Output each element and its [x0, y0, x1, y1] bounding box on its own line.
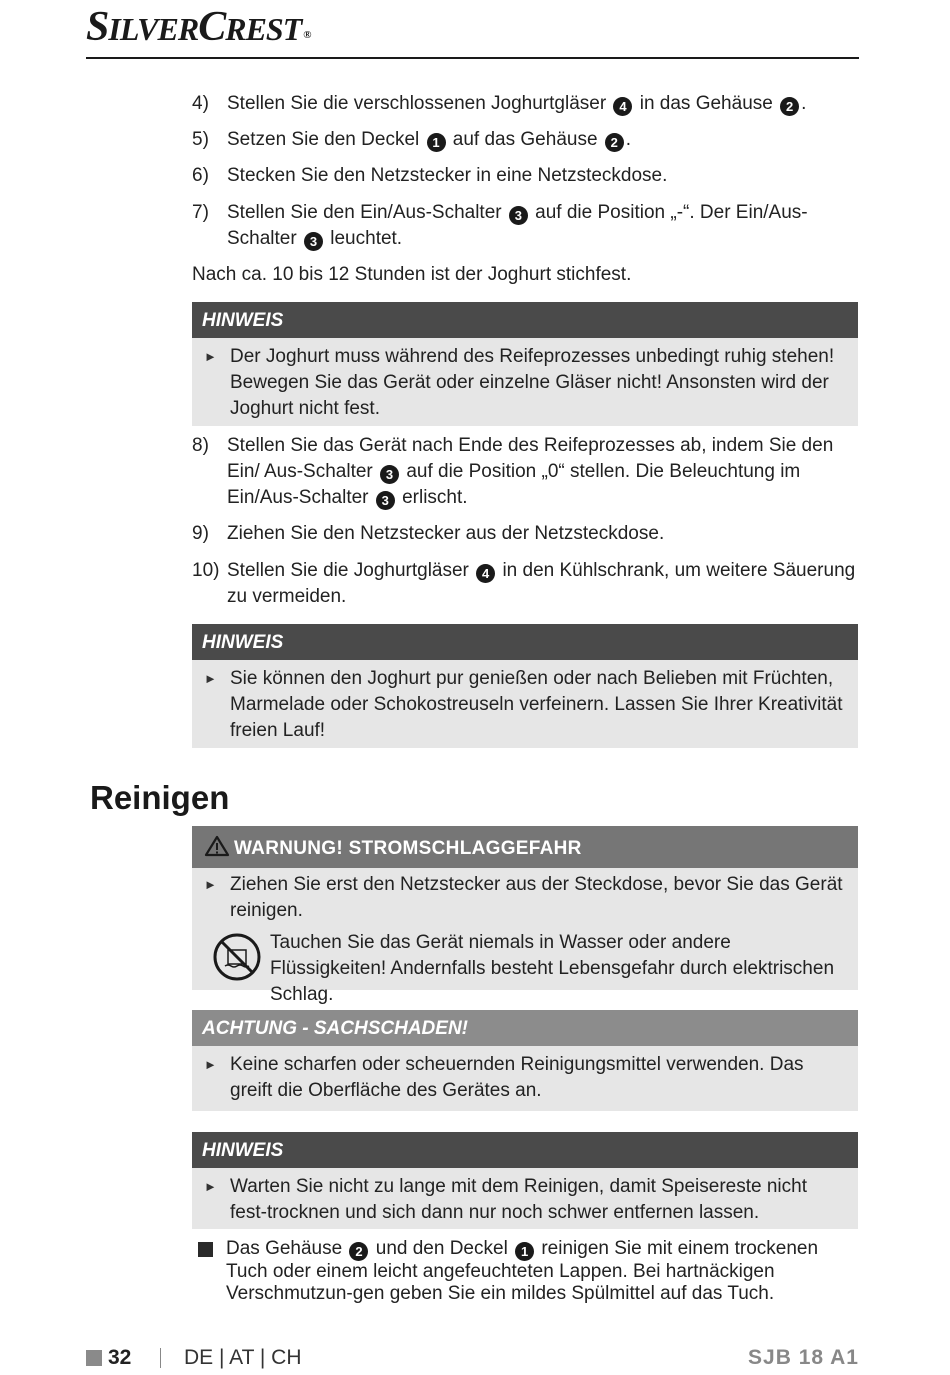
callout-2: 2 [780, 97, 799, 116]
section-title: Reinigen [90, 779, 230, 816]
warning-triangle-icon [204, 835, 230, 857]
note-box-3 [192, 1132, 858, 1229]
callout-2: 2 [605, 133, 624, 152]
caution-item: ► Keine scharfen oder scheuernden Reinigungsmittel verwenden. Das greift die Oberfläche des Gerätes an. [204, 1054, 804, 1101]
warning-immersion-item: Tauchen Sie das Gerät niemals in Wasser oder andere Flüssigkeiten! Andernfalls besteht Lebensgefahr durch elektrischen Schlag. [204, 930, 846, 1008]
note-item: ► Der Joghurt muss während des Reifeprozesses unbedingt ruhig stehen! Bewegen Sie das Gerät oder einzelne Gläser nicht! Ansonsten wird der Joghurt nicht fest. [204, 346, 835, 419]
caution-title: ACHTUNG - SACHSCHADEN! [192, 1010, 858, 1046]
caution-box [192, 1010, 858, 1111]
no-water-immersion-icon [212, 932, 262, 982]
callout-3: 3 [304, 232, 323, 251]
page-square-icon [86, 1350, 102, 1366]
arrow-bullet-icon: ► [204, 1057, 217, 1072]
callout-3: 3 [509, 206, 528, 225]
footer-divider [160, 1348, 161, 1368]
note-item: ► Sie können den Joghurt pur genießen oder nach Belieben mit Früchten, Marmelade oder Schokostreuseln verfeinern. Lassen Sie Ihrer Kreativität freien Lauf! [204, 668, 843, 741]
callout-3: 3 [376, 491, 395, 510]
model-number: SJB 18 A1 [748, 1346, 859, 1369]
callout-1: 1 [427, 133, 446, 152]
arrow-bullet-icon: ► [204, 877, 217, 892]
step-9: 9) Ziehen Sie den Netzstecker aus der Netzsteckdose. [192, 523, 665, 544]
warning-title: WARNUNG! STROMSCHLAGGEFAHR [192, 826, 858, 868]
cleaning-instruction: Das Gehäuse 2 und den Deckel 1 reinigen Sie mit einem trockenen Tuch oder einem leicht angefeuchteten Lappen. Bei hartnäckigen Verschmutzun-gen geben Sie ein mildes Spülmittel auf das Tuch. [198, 1238, 858, 1305]
callout-4: 4 [613, 97, 632, 116]
brand-logo: SILVERCREST ® [86, 4, 311, 50]
step-4: 4) Stellen Sie die verschlossenen Joghurtgläser 4 in das Gehäuse 2 . [192, 93, 807, 114]
arrow-bullet-icon: ► [204, 349, 217, 364]
header-rule [86, 57, 859, 59]
note-title: HINWEIS [192, 1132, 858, 1168]
page-footer [86, 1343, 859, 1373]
square-bullet-icon [198, 1242, 213, 1257]
result-text: Nach ca. 10 bis 12 Stunden ist der Joghurt stichfest. [192, 264, 632, 285]
arrow-bullet-icon: ► [204, 671, 217, 686]
language-codes: DE | AT | CH [184, 1346, 302, 1369]
warning-box [192, 826, 858, 1005]
note-title: HINWEIS [192, 302, 858, 338]
step-8: 8) Stellen Sie das Gerät nach Ende des Reifeprozesses ab, indem Sie den Ein/ Aus-Schalter 3 auf die Position „0“ stellen. Die Beleuchtung im Ein/Aus-Schalter 3 erlischt. [192, 435, 834, 508]
callout-2: 2 [349, 1242, 368, 1261]
step-7: 7) Stellen Sie den Ein/Aus-Schalter 3 auf die Position „-“. Der Ein/Aus-Schalter 3 leuchtet. [192, 202, 808, 249]
step-10: 10) Stellen Sie die Joghurtgläser 4 in den Kühlschrank, um weitere Säuerung zu vermeiden. [192, 560, 856, 607]
page-number: 32 [108, 1346, 132, 1369]
warning-item: ► Ziehen Sie erst den Netzstecker aus der Steckdose, bevor Sie das Gerät reinigen. [204, 874, 843, 921]
callout-1: 1 [515, 1242, 534, 1261]
callout-3: 3 [380, 465, 399, 484]
note-item: ► Warten Sie nicht zu lange mit dem Reinigen, damit Speisereste nicht fest-trocknen und sich dann nur noch schwer entfernen lassen. [204, 1176, 807, 1223]
note-box-2 [192, 624, 858, 748]
note-title: HINWEIS [192, 624, 858, 660]
step-6: 6) Stecken Sie den Netzstecker in eine Netzsteckdose. [192, 165, 668, 186]
step-5: 5) Setzen Sie den Deckel 1 auf das Gehäuse 2 . [192, 129, 632, 150]
callout-4: 4 [476, 564, 495, 583]
arrow-bullet-icon: ► [204, 1179, 217, 1194]
note-box-1 [192, 302, 858, 426]
